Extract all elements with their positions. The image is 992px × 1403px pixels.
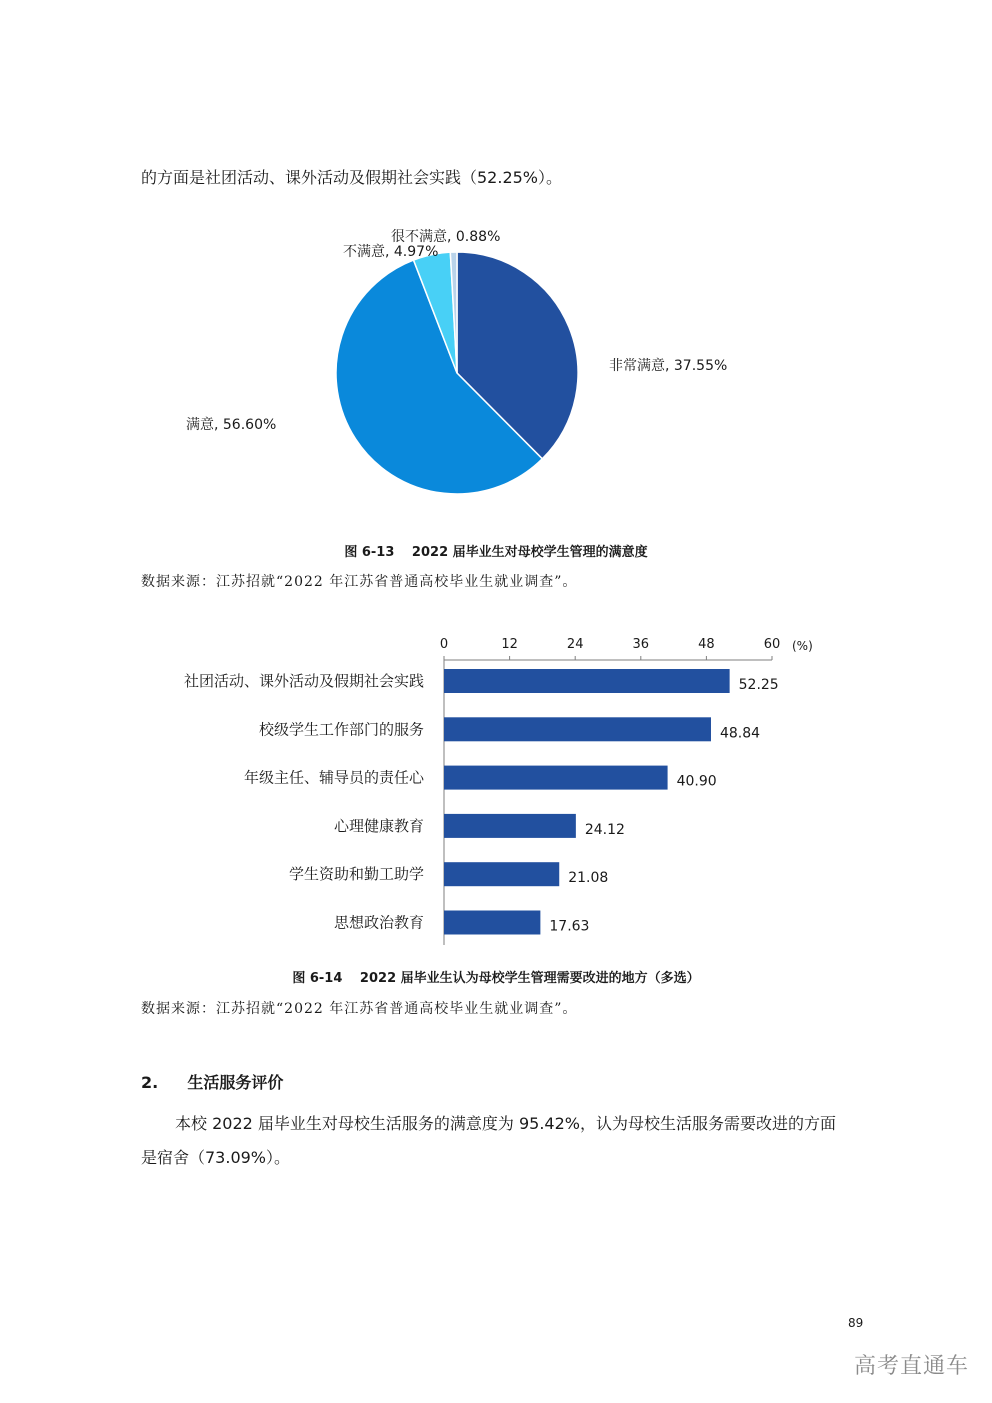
pie-label-satisfied: 满意, 56.60% — [186, 417, 277, 433]
value-label: 52.25 — [738, 677, 779, 693]
paragraph-line: 本校 2022 届毕业生对母校生活服务的满意度为 95.42%，认为母校生活服务需要改进的方面 — [175, 1114, 836, 1133]
x-tick-label: 12 — [501, 637, 518, 652]
category-label: 年级主任、辅导员的责任心 — [243, 768, 424, 787]
value-label: 40.90 — [676, 773, 717, 790]
x-tick-label: 36 — [632, 637, 650, 652]
x-tick-label: 0 — [439, 637, 449, 652]
pie-label-very-dissatisfied: 很不满意, 0.88% — [391, 229, 501, 245]
watermark-logo: 高考直通车 — [854, 1354, 970, 1379]
bar — [444, 911, 540, 935]
bar — [444, 814, 576, 838]
category-label: 思想政治教育 — [333, 913, 424, 932]
intro-paragraph: 的方面是社团活动、课外活动及假期社会实践（52.25%）。 — [141, 168, 563, 187]
value-label: 48.84 — [719, 725, 761, 742]
data-source-note: 数据来源：江苏招就“2022 年江苏省普通高校毕业生就业调查”。 — [141, 1001, 578, 1017]
value-label: 24.12 — [584, 821, 625, 838]
pie-chart — [0, 200, 992, 530]
page-number: 89 — [848, 1316, 864, 1330]
value-label: 17.63 — [549, 918, 590, 935]
figure-caption-6-13: 图 6-13 2022 届毕业生对母校学生管理的满意度 — [344, 545, 648, 560]
bar — [444, 717, 711, 741]
data-source-note: 数据来源：江苏招就“2022 年江苏省普通高校毕业生就业调查”。 — [141, 574, 578, 590]
section-number: 2. — [141, 1073, 159, 1092]
paragraph-line: 是宿舍（73.09%）。 — [141, 1148, 291, 1167]
x-tick-label: 24 — [566, 637, 584, 652]
bar — [444, 862, 559, 886]
pie-label-dissatisfied: 不满意, 4.97% — [343, 244, 439, 260]
bar — [444, 669, 730, 693]
category-label: 心理健康教育 — [333, 816, 424, 835]
category-label: 社团活动、课外活动及假期社会实践 — [183, 672, 424, 690]
figure-caption-6-14: 图 6-14 2022 届毕业生认为母校学生管理需要改进的地方（多选） — [292, 971, 700, 986]
bar-chart — [0, 620, 992, 960]
value-label: 21.08 — [568, 870, 609, 887]
x-tick-label: 60 — [763, 637, 781, 652]
category-label: 校级学生工作部门的服务 — [258, 720, 424, 739]
pie-label-very-satisfied: 非常满意, 37.55% — [609, 358, 728, 374]
section-title: 生活服务评价 — [187, 1073, 284, 1092]
bar — [444, 766, 668, 790]
x-tick-label: 48 — [698, 637, 715, 652]
category-label: 学生资助和勤工助学 — [288, 865, 424, 884]
section-paragraph — [141, 1107, 881, 1141]
section-heading — [141, 1070, 283, 1093]
x-axis-unit: (%) — [792, 639, 813, 653]
